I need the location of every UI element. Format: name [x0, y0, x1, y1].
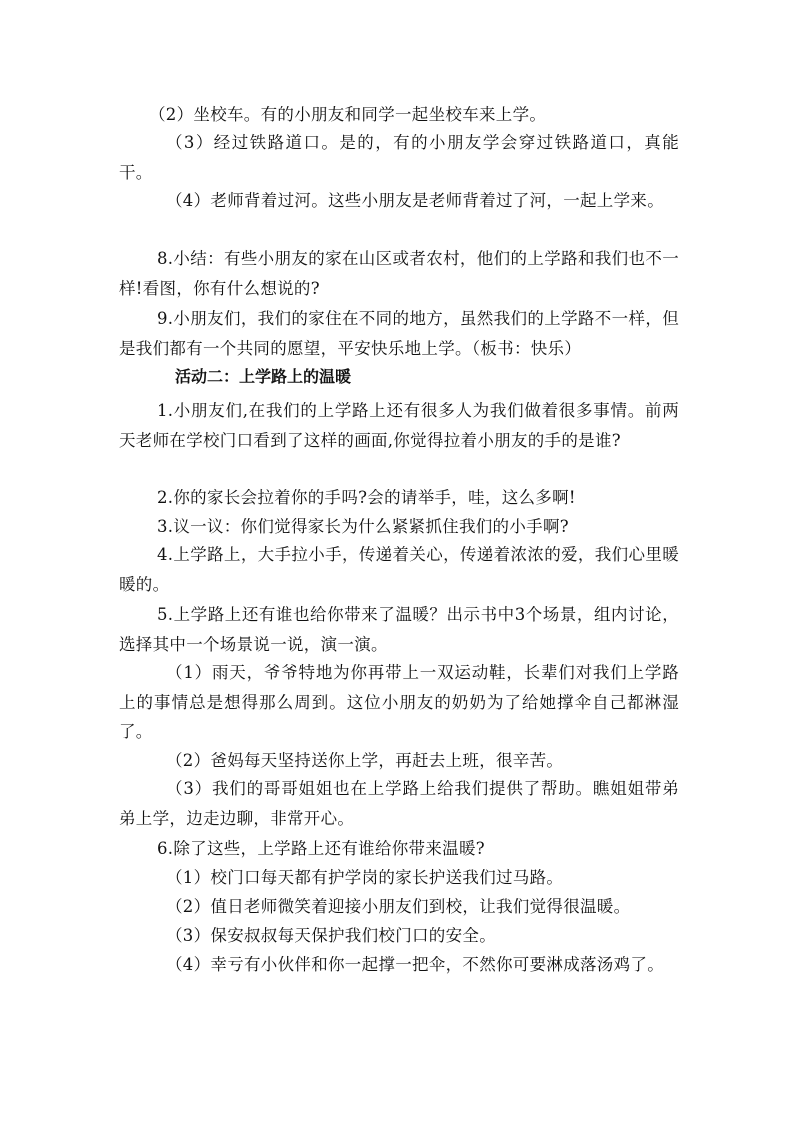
paragraph-activity-6: 6.除了这些，上学路上还有谁给你带来温暖? — [157, 839, 485, 858]
paragraph-umbrella-friend: （4）幸亏有小伙伴和你一起撑一把伞，不然你可要淋成落汤鸡了。 — [166, 955, 664, 974]
paragraph-scene-siblings: （3）我们的哥哥姐姐也在上学路上给我们提供了帮助。瞧姐姐带弟弟上学，边走边聊，非常开心。 — [119, 779, 679, 828]
paragraph-teacher-river: （4）老师背着过河。这些小朋友是老师背着过了河，一起上学来。 — [166, 191, 664, 210]
paragraph-activity-4: 4.上学路上，大手拉小手，传递着关心，传递着浓浓的爱，我们心里暖暖的。 — [119, 545, 679, 594]
paragraph-railway-crossing: （3）经过铁路道口。是的，有的小朋友学会穿过铁路道口，真能干。 — [119, 133, 679, 182]
paragraph-school-bus: （2）坐校车。有的小朋友和同学一起坐校车来上学。 — [149, 105, 547, 124]
paragraph-wish: 9.小朋友们，我们的家住在不同的地方，虽然我们的上学路不一样，但是我们都有一个共同的愿望，平安快乐地上学。（板书：快乐） — [119, 309, 679, 358]
paragraph-scene-parents: （2）爸妈每天坚持送你上学，再赶去上班，很辛苦。 — [166, 751, 564, 770]
paragraph-summary: 8.小结：有些小朋友的家在山区或者农村，他们的上学路和我们也不一样!看图，你有什么想说的? — [119, 249, 679, 298]
paragraph-duty-teacher: （2）值日老师微笑着迎接小朋友们到校，让我们觉得很温暖。 — [166, 897, 631, 916]
paragraph-activity-2: 2.你的家长会拉着你的手吗?会的请举手，哇，这么多啊! — [157, 488, 576, 507]
paragraph-gate-parents: （1）校门口每天都有护学岗的家长护送我们过马路。 — [166, 868, 564, 887]
paragraph-activity-1: 1.小朋友们,在我们的上学路上还有很多人为我们做着很多事情。前两天老师在学校门口看到了这样的画面,你觉得拉着小朋友的手的是谁? — [119, 401, 679, 450]
paragraph-activity-3: 3.议一议：你们觉得家长为什么紧紧抓住我们的小手啊? — [157, 517, 569, 536]
paragraph-security-guard: （3）保安叔叔每天保护我们校门口的安全。 — [166, 926, 496, 945]
paragraph-scene-rain: （1）雨天，爷爷特地为你再带上一双运动鞋，长辈们对我们上学路上的事情总是想得那么周到。这位小朋友的奶奶为了给她撑伞自己都淋湿了。 — [119, 663, 679, 741]
section-heading-activity-two: 活动二：上学路上的温暖 — [175, 367, 352, 386]
paragraph-activity-5: 5.上学路上还有谁也给你带来了温暖？出示书中3个场景，组内讨论，选择其中一个场景说一说，演一演。 — [119, 605, 679, 654]
